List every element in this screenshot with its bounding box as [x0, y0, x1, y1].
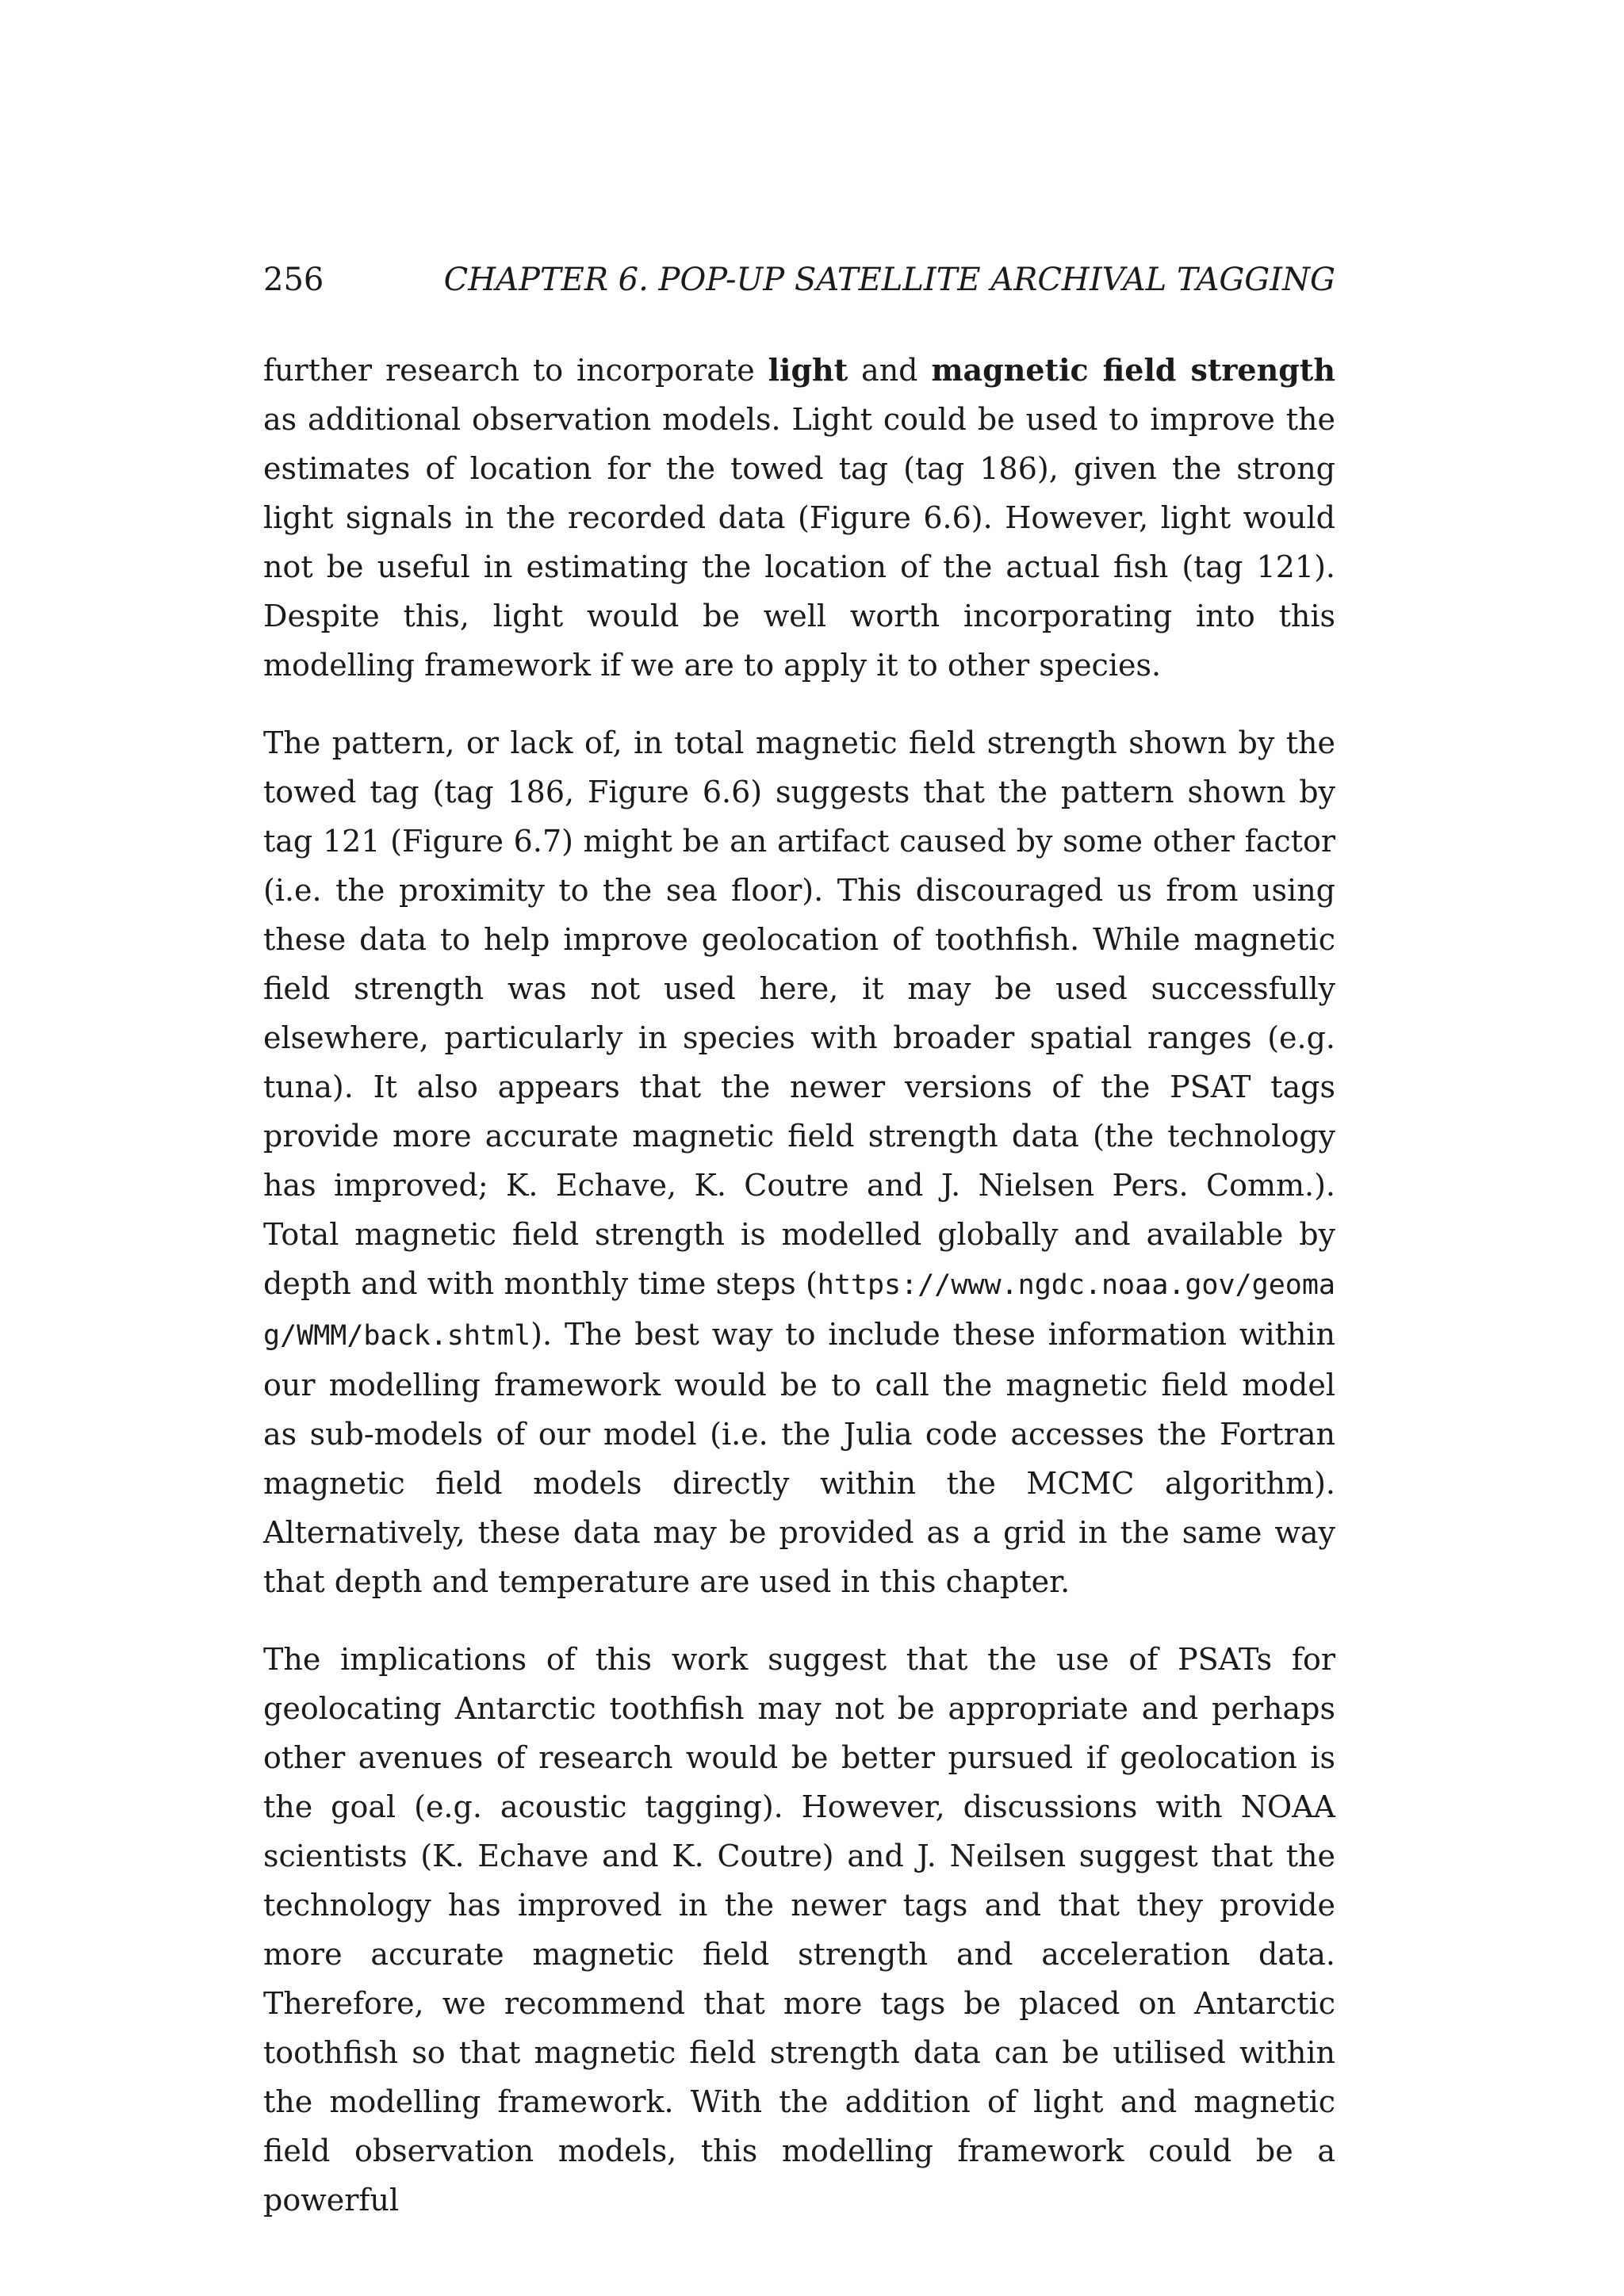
paragraph-2-text-a: The pattern, or lack of, in total magnetic field strength shown by the towed tag (tag 186, Figure 6.6) suggests that the pattern shown by tag 121 (Figure 6.7) might be an artifact caused by some other factor (i.e. the proximity to the sea floor). This discouraged us from using these data to help improve geolocation of toothfish. While magnetic field strength was not used here, it may be used successfully elsewhere, particularly in species with broader spatial ranges (e.g. tuna). It also appears that the newer versions of the PSAT tags provide more accurate magnetic field strength data (the technology has improved; K. Echave, K. Coutre and J. Nielsen Pers. Comm.). Total magnetic field strength is modelled globally and available by depth and with monthly time steps (: [263, 725, 1335, 1301]
bold-term-light: light: [768, 352, 848, 388]
wmm-url-link[interactable]: https://www.ngdc.noaa.gov/geomag/WMM/back.shtml: [263, 1269, 1335, 1352]
chapter-title: CHAPTER 6. POP-UP SATELLITE ARCHIVAL TAGGING: [443, 262, 1335, 298]
paragraph-1-text-a: further research to incorporate: [263, 353, 768, 388]
paragraph-3: [263, 1635, 1335, 2225]
body-text: [263, 346, 1335, 2225]
paragraph-1: [263, 346, 1335, 690]
paragraph-1-text-b: and: [848, 353, 932, 388]
paragraph-3-text-a: The implications of this work suggest that the use of PSATs for geolocating Antarctic toothfish may not be appropriate and perhaps other avenues of research would be better pursued if geolocation is the goal (e.g. acoustic tagging). However, discussions with NOAA scientists (K. Echave and K. Coutre) and J. Neilsen suggest that the technology has improved in the newer tags and that they provide more accurate magnetic field strength and acceleration data. Therefore, we recommend that more tags be placed on Antarctic toothfish so that magnetic field strength data can be utilised within the modelling framework. With the addition of light and magnetic field observation models, this modelling framework could be a powerful: [263, 1642, 1335, 2218]
paragraph-2-text-b: ). The best way to include these information within our modelling framework would be to call the magnetic field model as sub-models of our model (i.e. the Julia code accesses the Fortran magnetic field models directly within the MCMC algorithm). Alternatively, these data may be provided as a grid in the same way that depth and temperature are used in this chapter.: [263, 1317, 1335, 1599]
paragraph-2: [263, 718, 1335, 1606]
page-number: 256: [263, 262, 324, 298]
running-header: [263, 260, 1335, 300]
bold-term-magnetic-field-strength: magnetic field strength: [931, 352, 1335, 388]
paragraph-1-text-c: as additional observation models. Light could be used to improve the estimates of location for the towed tag (tag 186), given the strong light signals in the recorded data (Figure 6.6). However, light would not be useful in estimating the location of the actual fish (tag 121). Despite this, light would be well worth incorporating into this modelling framework if we are to apply it to other species.: [263, 402, 1335, 683]
